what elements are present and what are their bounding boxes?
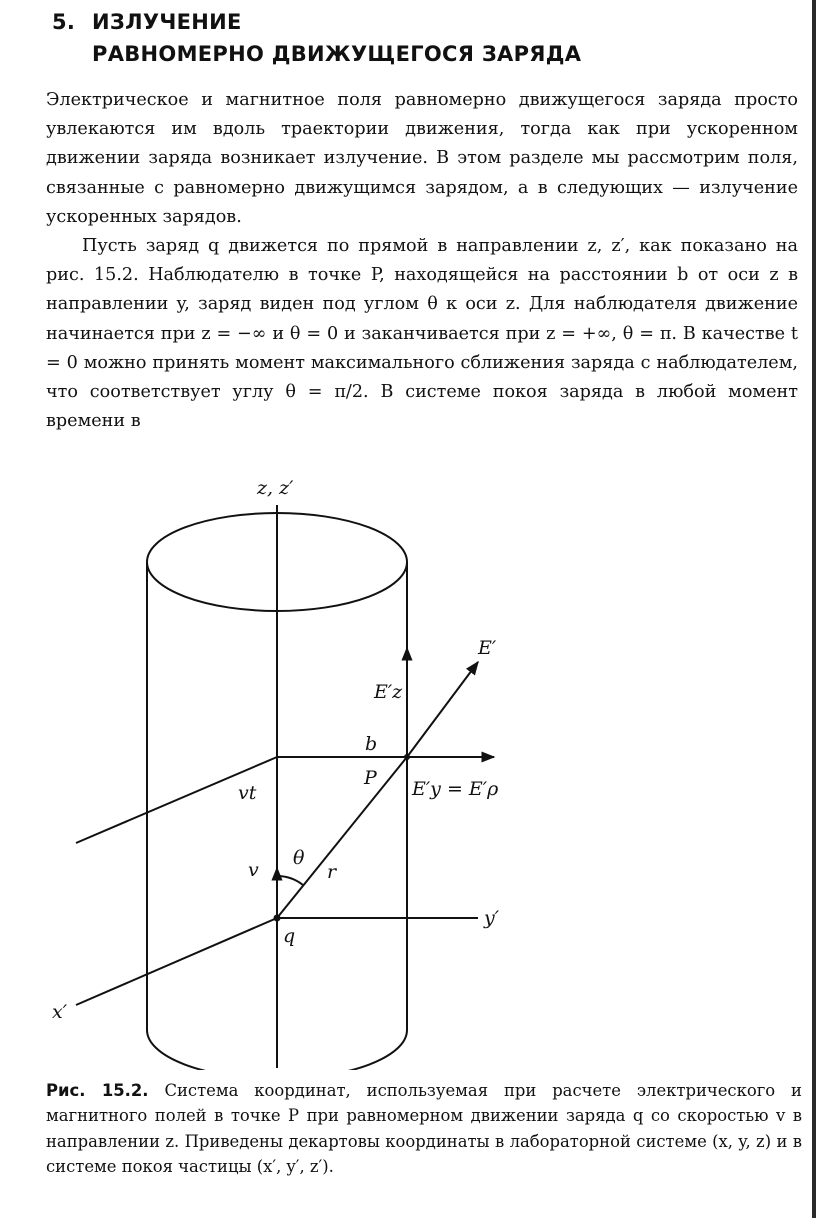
section-title-line2: РАВНОМЕРНО ДВИЖУЩЕГОСЯ ЗАРЯДА: [92, 42, 582, 66]
label-z-axis: z, z′: [257, 477, 294, 499]
label-e-prime: E′: [478, 637, 497, 659]
charge-point: [274, 915, 281, 922]
paragraph-1: Электрическое и магнитное поля равномерно движущегося заряда просто увлекаются им вдоль траектории движения, тогда как при ускоренном движении заряда возникает излучение. В этом разделе мы рассмотрим поля, связанные с равномерно движущимся зарядом, а в следующих — излучение ускоренных зарядов.: [46, 90, 798, 227]
label-ez-prime: E′z: [374, 681, 403, 703]
x-prime-axis-line: [76, 918, 277, 1005]
e-prime-vector: [407, 662, 478, 757]
label-y-prime: y′: [484, 907, 500, 929]
label-p: P: [364, 767, 377, 789]
label-v: v: [248, 859, 259, 881]
figure-15-2: [0, 450, 816, 1070]
caption-text: Система координат, используемая при расчете электрического и магнитного полей в точке P при равномерном движении заряда q со скоростью v в направлении z. Приведены декартовы координаты в лабораторной системе (x, y, z) и в системе покоя частицы (x′, y′, z′).: [46, 1081, 802, 1177]
figure-caption: [46, 1078, 802, 1180]
label-b: b: [365, 733, 378, 755]
section-number: 5.: [52, 10, 76, 34]
label-vt: vt: [238, 782, 257, 804]
label-theta: θ: [293, 847, 305, 869]
label-r: r: [327, 861, 337, 883]
label-q: q: [283, 925, 296, 947]
section-heading: [52, 6, 581, 70]
section-title-line1: ИЗЛУЧЕНИЕ: [92, 10, 242, 34]
page-edge-border: [812, 0, 816, 1218]
label-x-prime: x′: [52, 1001, 68, 1023]
label-ey-eq: E′y = E′ρ: [412, 778, 499, 800]
paragraph-2: Пусть заряд q движется по прямой в направлении z, z′, как показано на рис. 15.2. Наблюдателю в точке P, находящейся на расстоянии b от оси z в направлении y, заряд виден под углом θ к оси z. Для наблюдателя движение начинается при z = −∞ и θ = 0 и заканчивается при z = +∞, θ = π. В качестве t = 0 можно принять момент максимального сближения заряда с наблюдателем, что соответствует углу θ = π/2. В системе покоя заряда в любой момент времени в: [46, 236, 798, 432]
observer-point: [404, 754, 410, 760]
caption-label: Рис. 15.2.: [46, 1081, 149, 1100]
theta-arc: [277, 876, 303, 885]
body-text: [46, 86, 798, 436]
r-line: [277, 757, 407, 918]
